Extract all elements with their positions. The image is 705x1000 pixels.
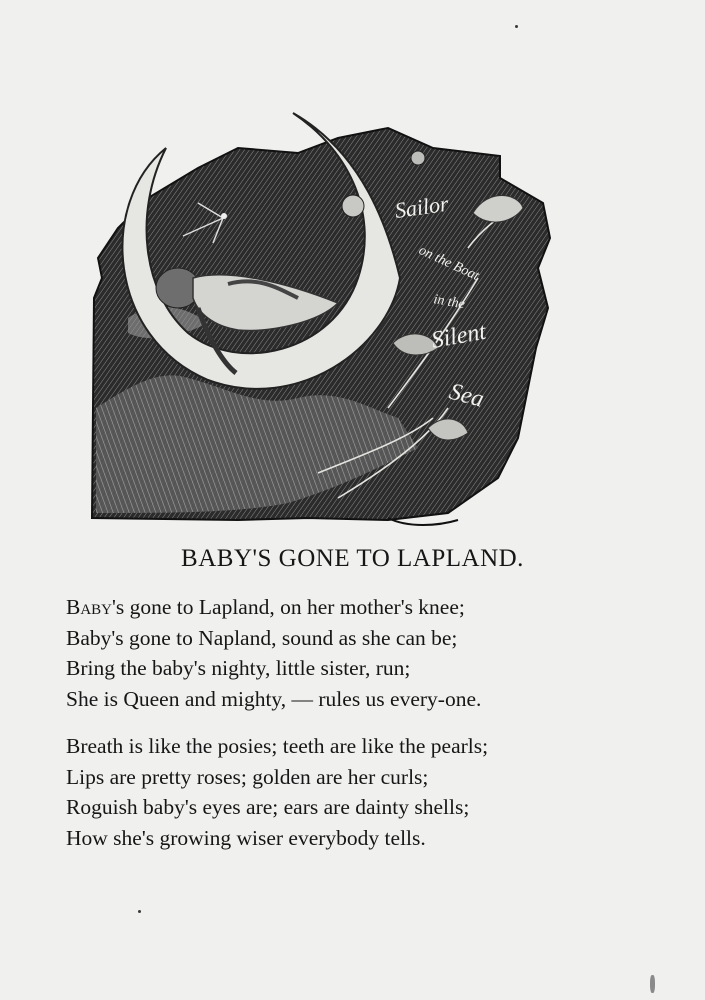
drop-word: Baby <box>66 595 113 619</box>
svg-text:on the Boat: on the Boat <box>416 243 482 284</box>
poem-line: Bring the baby's nighty, little sister, run; <box>66 656 411 680</box>
poem-line: Breath is like the posies; teeth are like the pearls; <box>66 734 489 758</box>
svg-text:Sailor: Sailor <box>393 190 450 223</box>
svg-text:Silent: Silent <box>429 318 488 354</box>
paper-speck <box>515 25 518 28</box>
moon-cradle-illustration <box>88 108 558 528</box>
poem-line: Roguish baby's eyes are; ears are dainty shells; <box>66 795 470 819</box>
svg-text:in the: in the <box>432 292 466 313</box>
poem-line: She is Queen and mighty, — rules us every-one. <box>66 686 482 711</box>
paper-speck <box>650 975 655 993</box>
stanza-1 <box>66 592 481 714</box>
line-text: 's gone to Lapland, on her mother's knee; <box>112 595 465 619</box>
poem-line: How she's growing wiser everybody tells. <box>66 825 426 850</box>
poem-line: Lips are pretty roses; golden are her curls; <box>66 764 429 789</box>
poem-line <box>66 592 481 623</box>
poem-line: Baby's gone to Napland, sound as she can be; <box>66 625 458 650</box>
paper-speck <box>138 910 141 913</box>
poem-title: BABY'S GONE TO LAPLAND. <box>181 545 524 572</box>
svg-text:Sea: Sea <box>446 378 487 413</box>
stanza-2 <box>66 731 488 853</box>
